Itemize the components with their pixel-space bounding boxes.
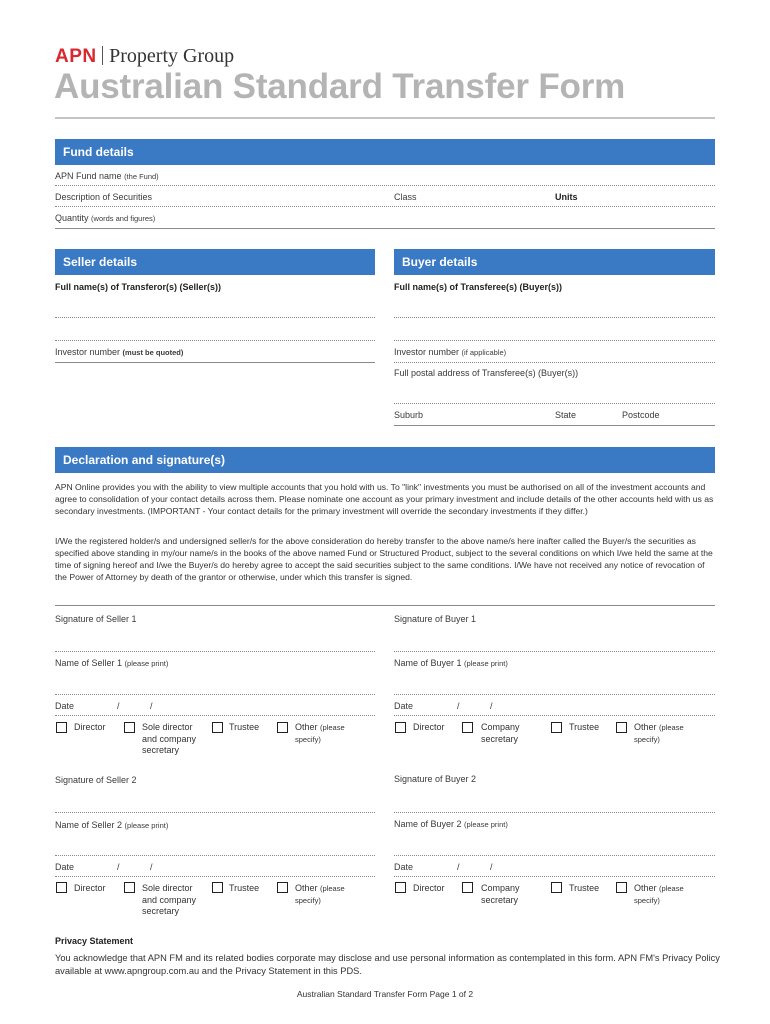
buyer-1-other-label: Other (please specify) xyxy=(634,722,684,744)
buyer-1-company-secretary-label: Company secretary xyxy=(481,722,520,744)
declaration-heading: Declaration and signature(s) xyxy=(63,453,226,467)
date-seller-1-label: Date xyxy=(55,701,75,711)
declaration-paragraph-1: APN Online provides you with the ability to view multiple accounts that you hold with us. To "link" investments you must be authorised on all of the investment accounts and agree to consolidation of your contact details across them. Please nominate one account as your primary investment and include details of the other accounts held with us as secondary investments. (IMPORTANT - Your contact details for the primary investment will override the secondary investments if they differ.) xyxy=(55,482,714,516)
quantity-line[interactable] xyxy=(55,228,715,229)
name-buyer-1-line[interactable] xyxy=(394,694,715,695)
seller-2-other-checkbox[interactable] xyxy=(277,882,288,893)
fund-name-line[interactable] xyxy=(55,185,715,186)
declaration-paragraph-2: I/We the registered holder/s and undersigned seller/s for the above consideration do hereby transfer to the above name/s here inafter called the Buyer/s the securities as specified above standing in my/our name/s in the books of the above named Fund or Structured Product, subject to the several conditions on which I/we held the same at the time of signing hereof and I/we the Buyer/s do hereby agree to accept the said securities subject to the same conditions. I/We have not received any notice of revocation of the Power of Attorney by death of the grantor or otherwise, under which this transfer is signed. xyxy=(55,536,713,582)
signature-buyer-1-label: Signature of Buyer 1 xyxy=(394,614,477,624)
date-seller-2-line[interactable] xyxy=(55,876,375,877)
seller-1-director-checkbox[interactable] xyxy=(56,722,67,733)
buyer-1-director-label: Director xyxy=(413,722,445,732)
seller-2-sole-director-checkbox[interactable] xyxy=(124,882,135,893)
buyer-1-director-checkbox[interactable] xyxy=(395,722,406,733)
buyer-postal-label: Full postal address of Transferee(s) (Buyer(s)) xyxy=(394,368,579,378)
seller-2-trustee-label: Trustee xyxy=(229,883,260,893)
buyer-2-director-checkbox[interactable] xyxy=(395,882,406,893)
fund-details-heading: Fund details xyxy=(63,145,134,159)
date-buyer-2-separator: / xyxy=(490,862,493,872)
buyer-names-line[interactable] xyxy=(394,340,715,341)
name-buyer-2-label: Name of Buyer 2 (please print) xyxy=(394,819,508,829)
page-footer: Australian Standard Transfer Form Page 1 of 2 xyxy=(296,989,474,999)
buyer-2-other-label: Other (please specify) xyxy=(634,883,684,905)
buyer-1-company-secretary-checkbox[interactable] xyxy=(462,722,473,733)
signature-buyer-1-line[interactable] xyxy=(394,651,715,652)
buyer-2-trustee-label: Trustee xyxy=(569,883,600,893)
seller-2-sole-director-label: Sole director and company secretary xyxy=(142,883,197,916)
seller-names-line[interactable] xyxy=(55,317,375,318)
description-label: Description of Securities xyxy=(55,192,153,202)
date-seller-2-separator: / xyxy=(117,862,120,872)
buyer-details-header xyxy=(394,249,715,275)
buyer-2-other-checkbox[interactable] xyxy=(616,882,627,893)
signature-seller-1-label: Signature of Seller 1 xyxy=(55,614,137,624)
buyer-postal-line[interactable] xyxy=(394,403,715,404)
date-buyer-1-separator: / xyxy=(490,701,493,711)
seller-full-names-label: Full name(s) of Transferor(s) (Seller(s)) xyxy=(55,282,222,292)
apn-logo xyxy=(55,45,234,68)
buyer-1-trustee-checkbox[interactable] xyxy=(551,722,562,733)
buyer-details-heading: Buyer details xyxy=(402,255,478,269)
seller-1-sole-director-label: Sole director and company secretary xyxy=(142,722,197,755)
buyer-full-names-label: Full name(s) of Transferee(s) (Buyer(s)) xyxy=(394,282,563,292)
name-seller-2-label: Name of Seller 2 (please print) xyxy=(55,820,169,830)
logo-brand: APN xyxy=(55,46,97,67)
name-seller-2-line[interactable] xyxy=(55,855,375,856)
units-label: Units xyxy=(555,192,578,202)
buyer-investor-label: Investor number (if applicable) xyxy=(394,347,507,357)
privacy-heading: Privacy Statement xyxy=(55,936,134,946)
buyer-1-other-checkbox[interactable] xyxy=(616,722,627,733)
signature-seller-1-line[interactable] xyxy=(55,651,375,652)
buyer-2-company-secretary-checkbox[interactable] xyxy=(462,882,473,893)
seller-investor-label: Investor number (must be quoted) xyxy=(55,347,184,357)
declaration-divider xyxy=(55,605,715,606)
seller-details-header xyxy=(55,249,375,275)
signature-buyer-2-label: Signature of Buyer 2 xyxy=(394,774,477,784)
buyer-names-line[interactable] xyxy=(394,317,715,318)
name-buyer-2-line[interactable] xyxy=(394,855,715,856)
page-title: Australian Standard Transfer Form xyxy=(54,67,626,106)
date-seller-2-separator: / xyxy=(150,862,153,872)
signature-buyer-2-line[interactable] xyxy=(394,812,715,813)
quantity-label: Quantity (words and figures) xyxy=(55,213,156,223)
date-buyer-2-separator: / xyxy=(457,862,460,872)
seller-1-other-label: Other (please specify) xyxy=(295,722,345,744)
seller-investor-line[interactable] xyxy=(55,362,375,363)
buyer-suburb-line[interactable] xyxy=(394,425,715,426)
name-buyer-1-label: Name of Buyer 1 (please print) xyxy=(394,658,508,668)
date-seller-1-separator: / xyxy=(117,701,120,711)
buyer-investor-line[interactable] xyxy=(394,362,715,363)
buyer-suburb-label: Suburb xyxy=(394,410,424,420)
declaration-header xyxy=(55,447,715,473)
fund-name-label: APN Fund name (the Fund) xyxy=(55,171,159,181)
date-seller-1-separator: / xyxy=(150,701,153,711)
signature-seller-2-line[interactable] xyxy=(55,812,375,813)
date-seller-2-label: Date xyxy=(55,862,75,872)
date-seller-1-line[interactable] xyxy=(55,715,375,716)
seller-2-director-checkbox[interactable] xyxy=(56,882,67,893)
seller-1-director-label: Director xyxy=(74,722,106,732)
title-divider xyxy=(55,117,715,119)
date-buyer-2-label: Date xyxy=(394,862,414,872)
fund-details-header xyxy=(55,139,715,165)
date-buyer-2-line[interactable] xyxy=(394,876,715,877)
signature-seller-2-label: Signature of Seller 2 xyxy=(55,775,137,785)
buyer-2-company-secretary-label: Company secretary xyxy=(481,883,520,905)
description-line[interactable] xyxy=(55,206,715,207)
privacy-text: You acknowledge that APN FM and its related bodies corporate may disclose and use personal information as contemplated in this form. APN FM's Privacy Policy available at www.apngroup.com.au and the Privacy Statement in this PDS. xyxy=(55,953,720,976)
seller-2-trustee-checkbox[interactable] xyxy=(212,882,223,893)
seller-2-director-label: Director xyxy=(74,883,106,893)
name-seller-1-label: Name of Seller 1 (please print) xyxy=(55,658,169,668)
seller-details-heading: Seller details xyxy=(63,255,138,269)
seller-1-trustee-checkbox[interactable] xyxy=(212,722,223,733)
date-buyer-1-line[interactable] xyxy=(394,715,715,716)
date-buyer-1-label: Date xyxy=(394,701,414,711)
logo-name: Property Group xyxy=(109,45,235,67)
seller-names-line[interactable] xyxy=(55,340,375,341)
buyer-1-trustee-label: Trustee xyxy=(569,722,600,732)
name-seller-1-line[interactable] xyxy=(55,694,375,695)
buyer-postcode-label: Postcode xyxy=(622,410,660,420)
seller-1-trustee-label: Trustee xyxy=(229,722,260,732)
class-label: Class xyxy=(394,192,417,202)
date-buyer-1-separator: / xyxy=(457,701,460,711)
seller-1-sole-director-checkbox[interactable] xyxy=(124,722,135,733)
buyer-2-director-label: Director xyxy=(413,883,445,893)
buyer-2-trustee-checkbox[interactable] xyxy=(551,882,562,893)
seller-1-other-checkbox[interactable] xyxy=(277,722,288,733)
logo-divider xyxy=(102,46,104,65)
buyer-state-label: State xyxy=(555,410,577,420)
seller-2-other-label: Other (please specify) xyxy=(295,883,345,905)
